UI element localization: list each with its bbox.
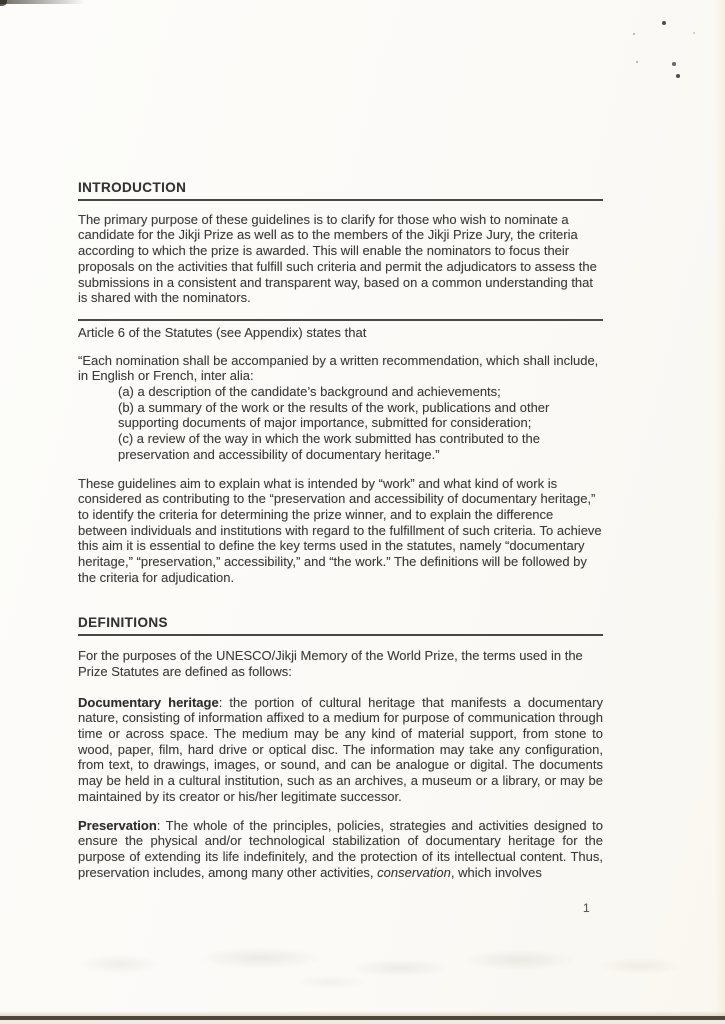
quote-item-b: (b) a summary of the work or the results of the work, publications and other supporting documents of major importance, submitted for consideration; [118,399,550,431]
definition-preservation [78,818,603,881]
definition-term-preservation: Preservation [78,817,157,833]
definition-body-preservation-after: , which involves [450,864,542,880]
scan-speck [693,32,695,34]
definition-documentary-heritage [78,695,603,805]
definition-italic-conservation: conservation [377,864,451,880]
scan-speck [636,61,638,63]
section-heading-introduction: INTRODUCTION [78,180,603,201]
scan-speck [633,33,635,35]
scan-corner-mark [0,0,7,6]
intro-paragraph: The primary purpose of these guidelines is to clarify for those who wish to nominate a candidate for the Jikji Prize as well as to the members of the Jikji Prize Jury, the criteria according to which the prize is awarded. This will enable the nominators to focus their proposals on the activities that fulfill such criteria and permit the adjudicators to assess the submissions in a consistent and transparent way, based on a common understanding that is shared with the nominators. [78,211,597,306]
scan-mottle-band [0,938,725,990]
section-heading-definitions: DEFINITIONS [78,615,603,636]
statutes-quote-items [78,384,603,463]
definitions-lead: For the purposes of the UNESCO/Jikji Memory of the World Prize, the terms used in the Prize Statutes are defined as follows: [78,648,583,679]
statutes-quote-opening: “Each nomination shall be accompanied by a written recommendation, which shall include, in English or French, inter alia: [78,352,599,384]
document-content [78,180,603,880]
quote-item-a: (a) a description of the candidate’s background and achievements; [118,384,501,400]
statutes-closing-paragraph: These guidelines aim to explain what is intended by “work” and what kind of work is considered as contributing to the “preservation and accessibility of documentary heritage,” to identify the criteria for determining the prize winner, and to explain the difference between individuals and institutions with regard to the fulfillment of such criteria. To achieve this aim it is essential to define the key terms used in the statutes, namely “documentary heritage,” “preservation,” accessibility,” and “the work.” The definitions will be followed by the criteria for adjudication. [78,475,602,585]
quote-item-c: (c) a review of the way in which the work submitted has contributed to the preservation and accessibility of documentary heritage.” [118,431,540,462]
scan-speck [676,74,680,78]
definition-body-preservation-before: : The whole of the principles, policies, strategies and activities designed to ensure the physical and/or technological stabilization of documentary heritage for the purpose of extending its life indefinitely, and the protection of its intellectual content. Thus, preservation includes, among many other activities, [78,817,603,880]
statutes-lead-line: Article 6 of the Statutes (see Appendix) states that [78,319,603,341]
scan-speck [662,21,666,25]
definition-term-documentary-heritage: Documentary heritage [78,694,219,710]
scan-area-below-edge [0,1020,725,1024]
page-number: 1 [583,901,590,915]
scan-edge-top-left [0,0,95,4]
definition-body-documentary-heritage: : the portion of cultural heritage that manifests a documentary nature, consisting of information affixed to a medium for purpose of communication through time or across space. The medium may be any kind of material support, from stone to wood, paper, film, hard drive or optical disc. The information may take any configuration, from text, to drawings, images, or sound, and can be analogue or digital. The documents may be held in a cultural institution, such as an archives, a museum or a library, or may be maintained by its creator or his/her legitimate successor. [78,694,603,804]
scan-speck [672,62,676,66]
scan-edge-right-tint [715,0,725,1024]
